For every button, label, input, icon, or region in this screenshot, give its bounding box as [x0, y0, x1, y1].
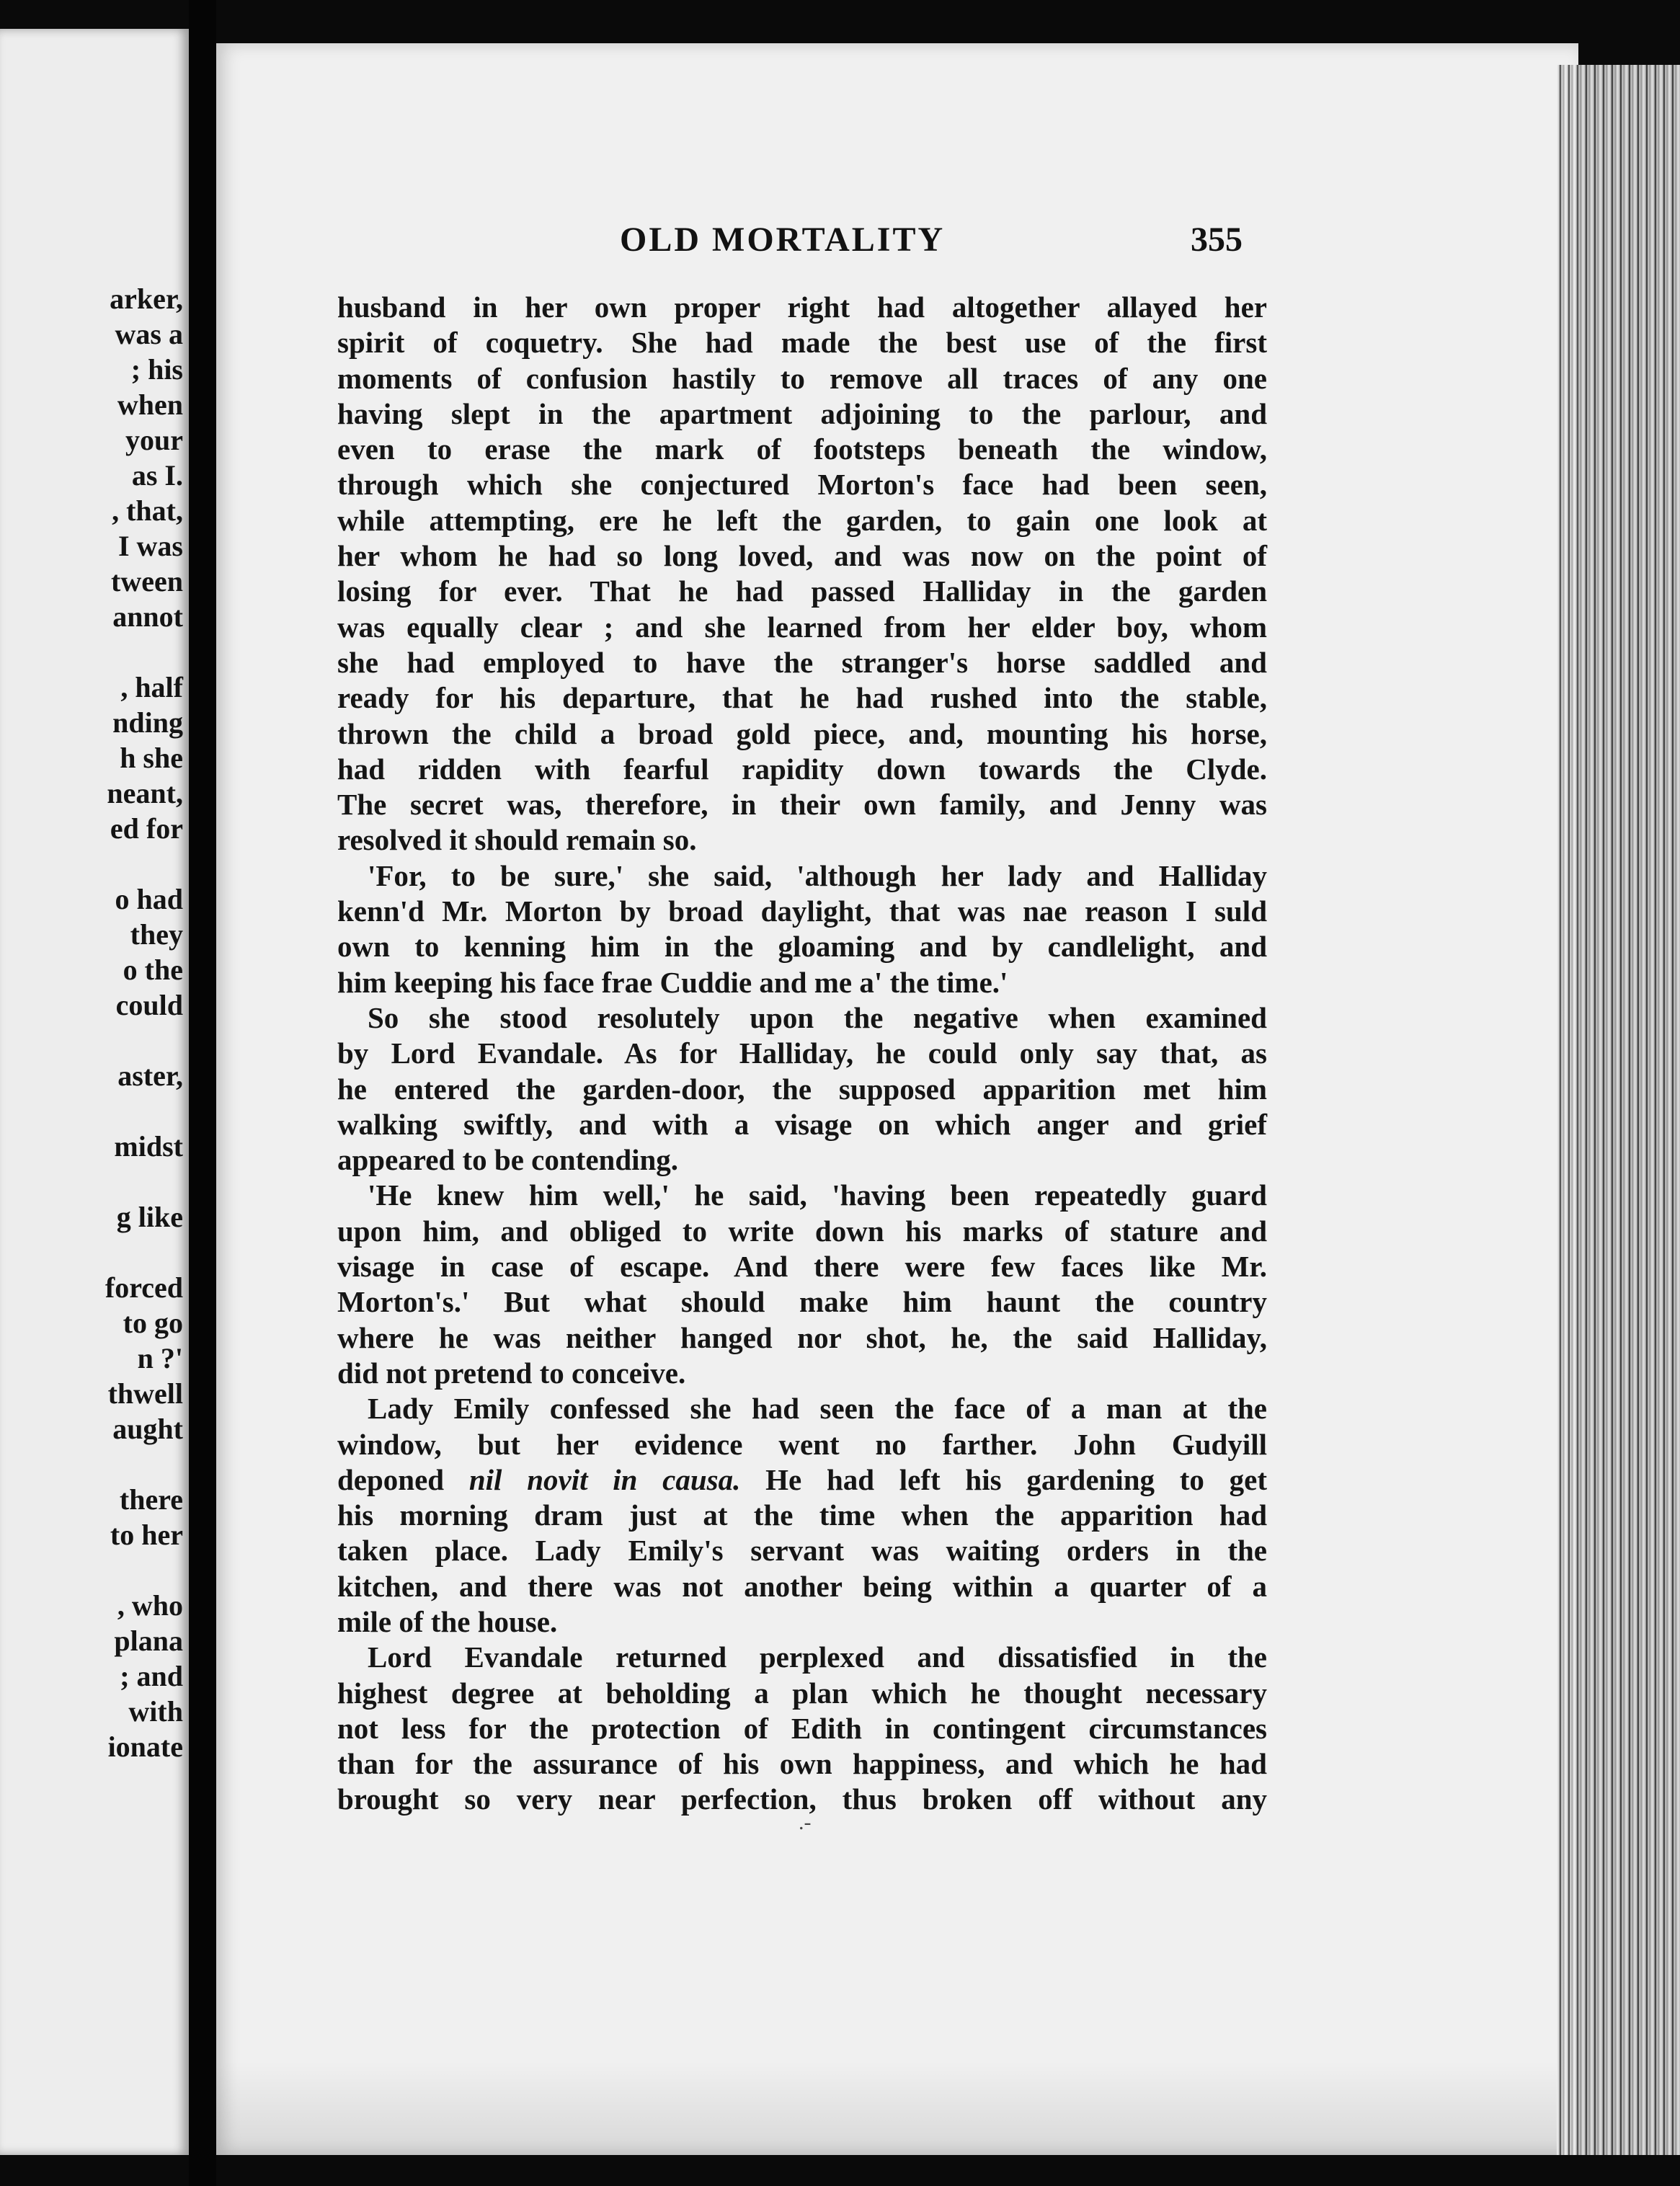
text-line: while attempting, ere he left the garden, to gain one look at — [337, 503, 1267, 537]
left-page-fragment: midst — [114, 1130, 183, 1163]
text-line: through which she conjectured Morton's face had been seen, — [337, 468, 1267, 502]
text-line: mile of the house. — [337, 1604, 558, 1638]
left-page-fragment: o had — [115, 883, 183, 915]
left-page-fragment — [105, 1447, 183, 1482]
left-page-fragment: n ?' — [137, 1342, 183, 1374]
left-page-fragment: g like — [116, 1201, 183, 1233]
page-bottom-shadow — [216, 2061, 1557, 2155]
text-line: was equally clear ; and she learned from her elder boy, whom — [337, 610, 1267, 644]
left-page-fragment: as I. — [131, 459, 183, 492]
text-line: him keeping his face frae Cuddie and me a' the time.' — [337, 965, 1008, 999]
text-line: Morton's.' But what should make him haunt the country — [337, 1285, 1267, 1319]
left-page-fragment: forced — [105, 1271, 183, 1304]
left-page-fragment: with — [128, 1695, 183, 1728]
text-line: brought so very near perfection, thus broken off without any — [337, 1782, 1267, 1816]
text-line: than for the assurance of his own happiness, and which he had — [337, 1747, 1267, 1781]
left-page-fragment: ionate — [107, 1730, 183, 1763]
text-line: having slept in the apartment adjoining to the parlour, and — [337, 396, 1267, 430]
left-page-fragment — [105, 1023, 183, 1058]
text-line: kenn'd Mr. Morton by broad daylight, that was nae reason I suld — [337, 894, 1267, 928]
text-line: his morning dram just at the time when the apparition had — [337, 1498, 1267, 1532]
page-number: 355 — [1191, 221, 1243, 259]
text-line: husband in her own proper right had altogether allayed her — [337, 290, 1267, 324]
book-gutter — [189, 0, 216, 2186]
left-page-fragment: there — [119, 1483, 183, 1516]
left-page-fragment: aught — [112, 1413, 183, 1445]
print-speck-mark: .- — [799, 1810, 812, 1834]
text-line: So she stood resolutely upon the negative when examined — [368, 1000, 1267, 1034]
text-line: appeared to be contending. — [337, 1143, 679, 1177]
left-page-fragment: , half — [120, 671, 183, 703]
text-line: highest degree at beholding a plan which he thought necessary — [337, 1676, 1267, 1710]
text-run: He had left his gardening to get — [765, 1462, 1268, 1496]
left-page-fragment: ed for — [110, 812, 183, 845]
text-line: had ridden with fearful rapidity down towards the Clyde. — [337, 752, 1267, 786]
text-line: not less for the protection of Edith in contingent circumstances — [337, 1711, 1267, 1745]
left-page-fragment: your — [125, 424, 183, 456]
text-line: even to erase the mark of footsteps beneath the window, — [337, 432, 1267, 466]
left-page-fragment: aster, — [117, 1059, 183, 1092]
text-line: resolved it should remain so. — [337, 823, 697, 857]
text-line: Lady Emily confessed she had seen the face of a man at the — [368, 1392, 1267, 1426]
book-fore-edge — [1557, 65, 1680, 2155]
text-line: ready for his departure, that he had rushed into the stable, — [337, 681, 1267, 715]
text-line: walking swiftly, and with a visage on which anger and grief — [337, 1107, 1267, 1141]
left-page-fragment: to her — [110, 1519, 183, 1551]
text-line: taken place. Lady Emily's servant was waiting orders in the — [337, 1534, 1267, 1568]
text-line: losing for ever. That he had passed Halliday in the garden — [337, 574, 1267, 608]
left-page-fragment — [105, 1164, 183, 1199]
body-text — [337, 290, 1267, 1818]
left-page-text-fragments — [105, 281, 183, 1764]
left-page-fragment: neant, — [107, 777, 183, 809]
text-line: by Lord Evandale. As for Halliday, he could only say that, as — [337, 1036, 1267, 1070]
left-page-fragment: , that, — [112, 494, 183, 527]
text-run: deponed — [337, 1462, 445, 1496]
left-page-fragment: tween — [111, 565, 183, 597]
text-line: where he was neither hanged nor shot, he, the said Halliday, — [337, 1320, 1267, 1354]
left-page-fragment: annot — [112, 600, 183, 633]
left-page-fragment — [105, 1235, 183, 1270]
left-page-fragment — [105, 634, 183, 670]
text-line: moments of confusion hastily to remove all traces of any one — [337, 361, 1267, 395]
text-line: window, but her evidence went no farther. John Gudyill — [337, 1427, 1267, 1461]
text-line: visage in case of escape. And there were few faces like Mr. — [337, 1250, 1267, 1284]
left-page-fragment: plana — [114, 1625, 183, 1657]
left-page-fragment — [105, 1093, 183, 1129]
left-page-fragment: o the — [123, 954, 183, 986]
left-page-fragment — [105, 846, 183, 881]
text-line: her whom he had so long loved, and was now on the point of — [337, 539, 1267, 573]
text-line: she had employed to have the stranger's horse saddled and — [337, 645, 1267, 679]
left-page-fragment: ; his — [130, 353, 183, 386]
text-line: thrown the child a broad gold piece, and, mounting his horse, — [337, 716, 1267, 750]
left-page-fragment: arker, — [110, 283, 183, 315]
left-page-fragment: they — [130, 918, 183, 951]
text-line: The secret was, therefore, in their own family, and Jenny was — [337, 788, 1267, 822]
left-page-fragment: h she — [120, 742, 183, 774]
text-line: he entered the garden-door, the supposed apparition met him — [337, 1072, 1267, 1106]
left-page-fragment: could — [115, 989, 183, 1021]
text-line: 'For, to be sure,' she said, 'although her lady and Halliday — [368, 858, 1267, 892]
left-page-fragment: , who — [117, 1589, 183, 1622]
text-line: 'He knew him well,' he said, 'having been repeatedly guard — [368, 1178, 1267, 1212]
left-page-fragment: I was — [117, 530, 183, 562]
page-title: OLD MORTALITY — [620, 221, 946, 259]
left-page-fragment: thwell — [107, 1377, 183, 1410]
left-page-fragment: nding — [112, 706, 183, 739]
text-line: Lord Evandale returned perplexed and dissatisfied in the — [368, 1640, 1267, 1674]
running-head — [0, 220, 1680, 263]
text-line: own to kenning him in the gloaming and by candlelight, and — [337, 930, 1267, 964]
latin-phrase: nil novit in causa. — [468, 1462, 741, 1496]
text-line: spirit of coquetry. She had made the best use of the first — [337, 326, 1267, 360]
text-line: did not pretend to conceive. — [337, 1356, 686, 1390]
left-page-fragment: ; and — [120, 1660, 183, 1692]
text-line: kitchen, and there was not another being within a quarter of a — [337, 1569, 1267, 1603]
text-line: upon him, and obliged to write down his marks of stature and — [337, 1214, 1267, 1248]
left-page-fragment: when — [117, 388, 183, 421]
text-line-mixed — [337, 1462, 1267, 1498]
left-facing-page — [0, 29, 189, 2155]
left-page-fragment: was a — [115, 318, 183, 350]
left-page-fragment: to go — [123, 1307, 183, 1339]
left-page-fragment — [105, 1552, 183, 1588]
